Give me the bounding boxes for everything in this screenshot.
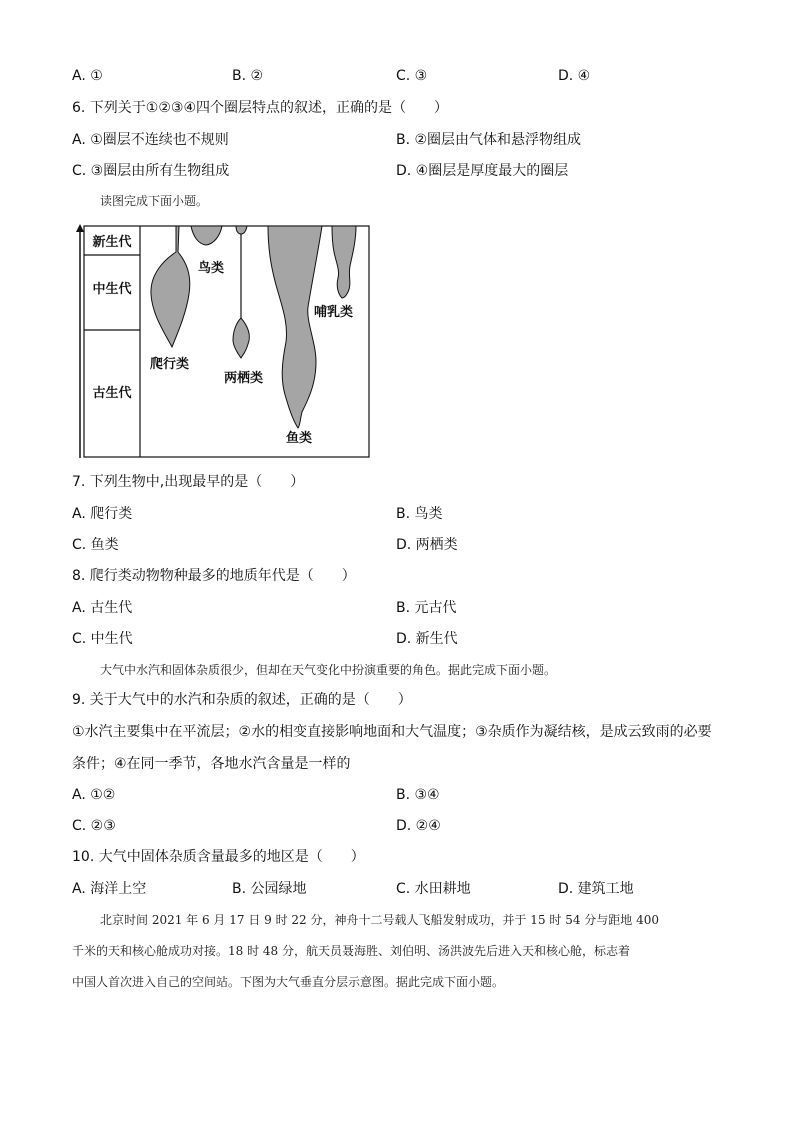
bird-shape — [191, 226, 222, 245]
q6-option-b: B. ②圈层由气体和悬浮物组成 — [396, 132, 582, 148]
q10-option-d: D. 建筑工地 — [558, 881, 634, 897]
evolution-figure — [76, 222, 371, 459]
time-arrow-head — [76, 224, 84, 232]
label-birds: 鸟类 — [198, 261, 225, 276]
era-mesozoic: 中生代 — [92, 282, 132, 297]
q7-option-c: C. 鱼类 — [72, 537, 119, 553]
q9-statements-line1: ①水汽主要集中在平流层；②水的相变直接影响地面和大气温度；③杂质作为凝结核，是成云致雨的必要 — [72, 724, 712, 740]
q10-option-a: A. 海洋上空 — [72, 881, 147, 897]
q9-option-a: A. ①② — [72, 787, 116, 803]
option-d: D. ④ — [558, 68, 591, 84]
q6-option-d: D. ④圈层是厚度最大的圈层 — [396, 163, 569, 179]
question-7-stem: 7. 下列生物中,出现最早的是（ ） — [72, 474, 305, 490]
era-cenozoic: 新生代 — [92, 235, 132, 250]
q8-option-a: A. 古生代 — [72, 600, 133, 616]
era-paleozoic: 古生代 — [92, 386, 132, 401]
amphibian-shape — [233, 318, 249, 358]
q7-option-a: A. 爬行类 — [72, 506, 133, 522]
fish-shape — [268, 226, 322, 428]
q6-option-a: A. ①圈层不连续也不规则 — [72, 132, 229, 148]
mammal-shape — [332, 226, 356, 298]
question-6-stem: 6. 下列关于①②③④四个圈层特点的叙述，正确的是（ ） — [72, 100, 449, 116]
amphibian-top-shape — [236, 226, 247, 234]
intro-shenzhou-line2: 千米的天和核心舱成功对接。18 时 48 分，航天员聂海胜、刘伯明、汤洪波先后进入天和核心舱，标志着 — [72, 944, 630, 958]
q9-statements-line2: 条件；④在同一季节，各地水汽含量是一样的 — [72, 756, 351, 772]
q8-option-b: B. 元古代 — [396, 600, 457, 616]
figure-frame — [84, 226, 369, 457]
intro-read-figure: 读图完成下面小题。 — [100, 194, 209, 208]
option-c: C. ③ — [396, 68, 428, 84]
intro-shenzhou-line3: 中国人首次进入自己的空间站。下图为大气垂直分层示意图。据此完成下面小题。 — [72, 975, 505, 989]
q9-option-b: B. ③④ — [396, 787, 440, 803]
q8-option-d: D. 新生代 — [396, 631, 458, 647]
q7-option-b: B. 鸟类 — [396, 506, 443, 522]
q9-option-d: D. ②④ — [396, 818, 441, 834]
question-8-stem: 8. 爬行类动物物种最多的地质年代是（ ） — [72, 568, 356, 584]
q8-option-c: C. 中生代 — [72, 631, 133, 647]
q7-option-d: D. 两栖类 — [396, 537, 458, 553]
intro-water-vapor: 大气中水汽和固体杂质很少，但却在天气变化中扮演重要的角色。据此完成下面小题。 — [100, 663, 557, 677]
q9-option-c: C. ②③ — [72, 818, 116, 834]
q6-option-c: C. ③圈层由所有生物组成 — [72, 163, 230, 179]
intro-shenzhou-line1: 北京时间 2021 年 6 月 17 日 9 时 22 分，神舟十二号载人飞船发射成功，并于 15 时 54 分与距地 400 — [100, 913, 660, 927]
label-mammals: 哺乳类 — [314, 305, 354, 320]
option-b: B. ② — [232, 68, 264, 84]
reptile-shape — [151, 226, 190, 347]
option-a: A. ① — [72, 68, 103, 84]
q10-option-b: B. 公园绿地 — [232, 881, 307, 897]
question-10-stem: 10. 大气中固体杂质含量最多的地区是（ ） — [72, 849, 365, 865]
question-9-stem: 9. 关于大气中的水汽和杂质的叙述，正确的是（ ） — [72, 692, 412, 708]
label-amphibians: 两栖类 — [224, 371, 264, 386]
q10-option-c: C. 水田耕地 — [396, 881, 471, 897]
label-reptiles: 爬行类 — [150, 357, 190, 372]
label-fish: 鱼类 — [286, 431, 313, 446]
